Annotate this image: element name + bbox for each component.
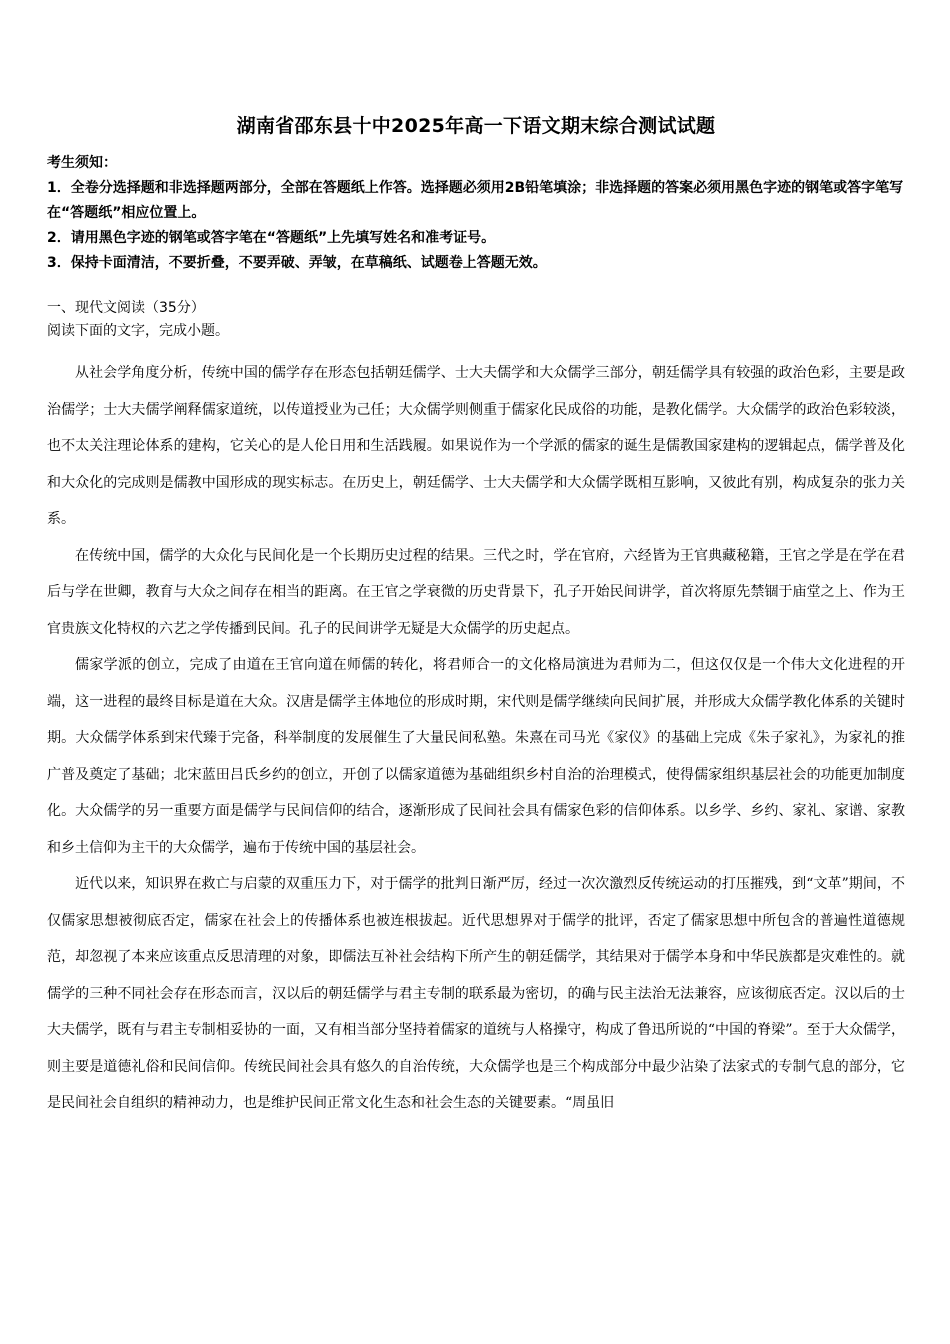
passage-paragraph-4: 近代以来，知识界在救亡与启蒙的双重压力下，对于儒学的批判日渐严厉，经过一次次激烈反传统运动的打压摧残，到“文革”期间，不仅儒家思想被彻底否定，儒家在社会上的传播体系也被连根拔起。近代思想界对于儒学的批评，否定了儒家思想中所包含的普遍性道德规范，却忽视了本来应该重点反思清理的对象，即儒法互补社会结构下所产生的朝廷儒学，其结果对于儒学本身和中华民族都是灾难性的。就儒学的三种不同社会存在形态而言，汉以后的朝廷儒学与君主专制的联系最为密切，的确与民主法治无法兼容，应该彻底否定。汉以后的士大夫儒学，既有与君主专制相妥协的一面，又有相当部分坚持着儒家的道统与人格操守，构成了鲁迅所说的“中国的脊梁”。至于大众儒学，则主要是道德礼俗和民间信仰。传统民间社会具有悠久的自治传统，大众儒学也是三个构成部分中最少沾染了法家式的专制气息的部分，它是民间社会自组织的精神动力，也是维护民间正常文化生态和社会生态的关键要素。“周虽旧 <box>47 876 905 1111</box>
passage-paragraph-2: 在传统中国，儒学的大众化与民间化是一个长期历史过程的结果。三代之时，学在官府，六经皆为王官典藏秘籍，王官之学是在学在君后与学在世卿，教育与大众之间存在相当的距离。在王官之学衰微的历史背景下，孔子开始民间讲学，首次将原先禁锢于庙堂之上、作为王官贵族文化特权的六艺之学传播到民间。孔子的民间讲学无疑是大众儒学的历史起点。 <box>47 547 905 637</box>
passage-paragraph-3: 儒家学派的创立，完成了由道在王官向道在师儒的转化，将君师合一的文化格局演进为君师为二，但这仅仅是一个伟大文化进程的开端，这一进程的最终目标是道在大众。汉唐是儒学主体地位的形成时期，宋代则是儒学继续向民间扩展，并形成大众儒学教化体系的关键时期。大众儒学体系到宋代臻于完备，科举制度的发展催生了大量民间私塾。朱熹在司马光《家仪》的基础上完成《朱子家礼》，为家礼的推广普及奠定了基础；北宋蓝田吕氏乡约的创立，开创了以儒家道德为基础组织乡村自治的治理模式，使得儒家组织基层社会的功能更加制度化。大众儒学的另一重要方面是儒学与民间信仰的结合，逐渐形成了民间社会具有儒家色彩的信仰体系。以乡学、乡约、家礼、家谱、家教和乡土信仰为主干的大众儒学，遍布于传统中国的基层社会。 <box>47 657 905 856</box>
notice-heading: 考生须知： <box>47 155 117 171</box>
reading-passage <box>47 355 905 1122</box>
notice-item-3: 3．保持卡面清洁，不要折叠，不要弄破、弄皱，在草稿纸、试题卷上答题无效。 <box>47 255 547 271</box>
notice-item-1: 1．全卷分选择题和非选择题两部分，全部在答题纸上作答。选择题必须用2B铅笔填涂；非选择题的答案必须用黑色字迹的钢笔或答字笔写在“答题纸”相应位置上。 <box>47 180 904 221</box>
passage-paragraph-1: 从社会学角度分析，传统中国的儒学存在形态包括朝廷儒学、士大夫儒学和大众儒学三部分，朝廷儒学具有较强的政治色彩，主要是政治儒学；士大夫儒学阐释儒家道统，以传道授业为己任；大众儒学则侧重于儒家化民成俗的功能，是教化儒学。大众儒学的政治色彩较淡，也不太关注理论体系的建构，它关心的是人伦日用和生活践履。如果说作为一个学派的儒家的诞生是儒教国家建构的逻辑起点，儒学普及化和大众化的完成则是儒教中国形成的现实标志。在历史上，朝廷儒学、士大夫儒学和大众儒学既相互影响，又彼此有别，构成复杂的张力关系。 <box>47 365 905 527</box>
exam-page <box>47 0 905 1122</box>
section-instruction: 阅读下面的文字，完成小题。 <box>47 323 229 339</box>
notice-item-2: 2．请用黑色字迹的钢笔或答字笔在“答题纸”上先填写姓名和准考证号。 <box>47 230 496 246</box>
exam-title: 湖南省邵东县十中2025年高一下语文期末综合测试试题 <box>236 115 716 137</box>
section-heading: 一、现代文阅读（35分） <box>47 300 205 316</box>
candidate-notice <box>47 151 905 276</box>
